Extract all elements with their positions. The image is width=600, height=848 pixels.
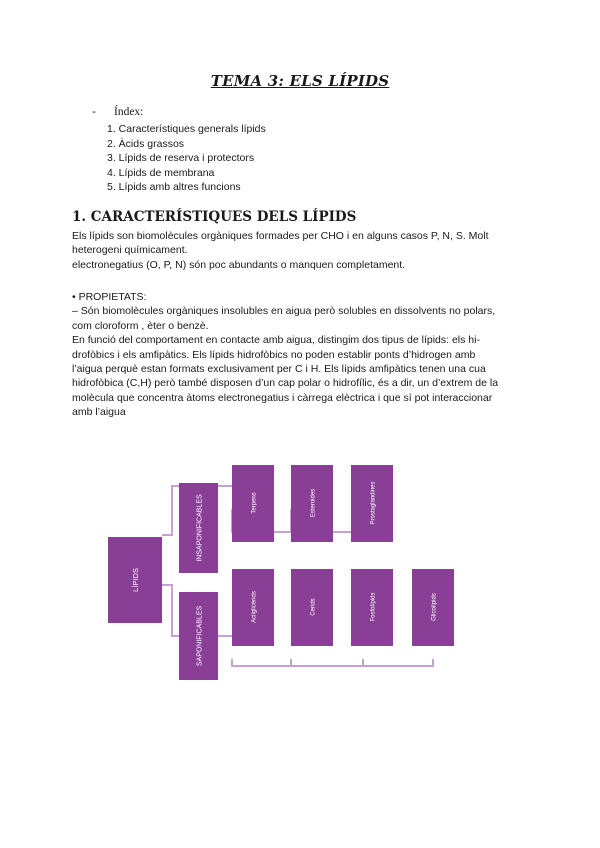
index-label: [92, 106, 143, 118]
text-line: molècula que concentra àtoms electronegatius i càrrega elèctrica i que sí pot interaccionar: [72, 391, 493, 404]
label-saponificables: SAPONIFICABLES: [196, 605, 204, 667]
index-list: [107, 122, 266, 195]
text-line: electronegatius (O, P, N) són poc abundants o manquen completament.: [72, 258, 406, 271]
index-item: 4. Lípids de membrana: [107, 166, 215, 179]
text-line: com cloroform , èter o benzè.: [72, 319, 209, 332]
index-item: 5. Lípids amb altres funcions: [107, 181, 241, 194]
index-item: 2. Àcids grassos: [107, 137, 185, 150]
diagram-svg: [100, 455, 460, 680]
text-line: amb l’aigua: [72, 406, 126, 419]
connector-sap-mids: [291, 659, 363, 666]
label-esteroides: Esteroides: [310, 488, 317, 518]
label-cerids: Cerids: [310, 598, 317, 616]
label-insaponificables: INSAPONIFICABLES: [196, 494, 204, 562]
label-lipids: LÍPIDS: [131, 568, 140, 592]
properties-paragraph: [72, 290, 542, 420]
index-label-text: Índex:: [114, 106, 144, 118]
text-line: l’aigua perquè estan formats exclusivament per C i H. Els lípids amfipàtics tenen una cua: [72, 363, 486, 376]
label-terpens: Terpens: [251, 492, 258, 514]
connector-sap-bus: [232, 659, 433, 666]
text-line: hidrofòbica (C,H) però també disposen d’un cap polar o hidrofílic, és a dir, un d’extrem de la: [72, 377, 499, 390]
label-glicolipids: Glicolípids: [431, 593, 438, 621]
section-heading: 1. CARACTERÍSTIQUES DELS LÍPIDS: [72, 209, 357, 225]
page-title: TEMA 3: ELS LÍPIDS: [210, 72, 390, 90]
lipid-classification-diagram: [100, 455, 460, 685]
text-line: drofòbics i els amfipàtics. Els lípids hidrofòbics no poden establir ponts d’hidrogen amb: [72, 348, 476, 361]
intro-paragraph: [72, 229, 542, 272]
text-line: Els lípids son biomolècules orgàniques formades per CHO i en alguns casos P, N, S. Molt: [72, 230, 489, 242]
diagram-boxes: [108, 465, 454, 680]
bullet-dash: -: [92, 106, 96, 118]
text-line: En funció del comportament en contacte amb aigua, distingim dos tipus de lípids: els hi-: [72, 334, 480, 347]
connector-root-insap: [162, 486, 179, 535]
connector-root-sap: [162, 585, 179, 636]
label-acilglicerids: Acilglicèrids: [251, 591, 258, 623]
index-item: 1. Característiques generals lípids: [107, 123, 266, 135]
label-prostaglandines: Prostaglandines: [370, 481, 377, 525]
index-item: 3. Lípids de reserva i protectors: [107, 152, 255, 165]
text-line: heterogeni químicament.: [72, 244, 188, 257]
text-line: – Són biomolècules orgàniques insolubles en aigua però solubles en dissolvents no polars,: [72, 305, 496, 318]
properties-label: • PROPIETATS:: [72, 291, 147, 303]
label-fosfolipids: Fosfolípids: [370, 592, 377, 622]
